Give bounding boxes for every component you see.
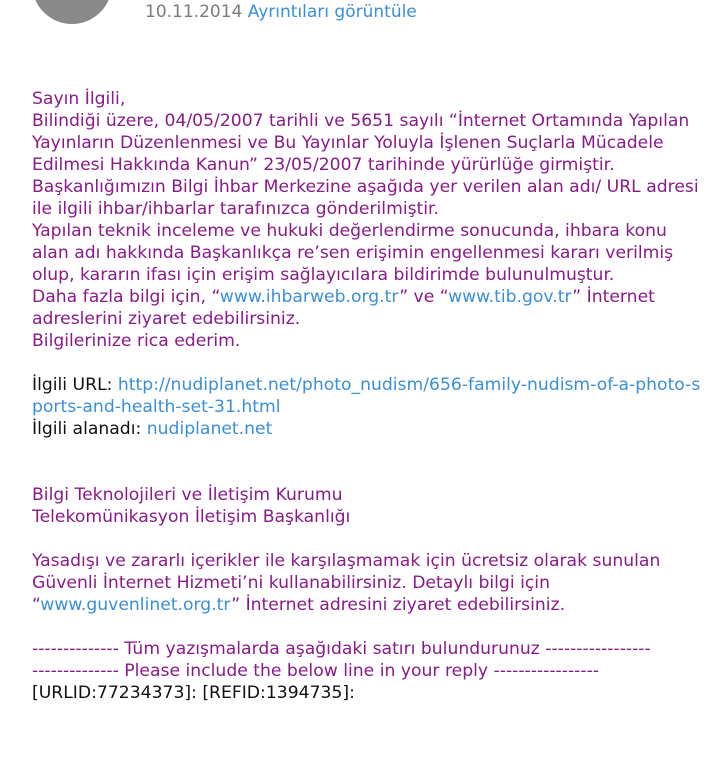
related-url-line [32, 374, 702, 418]
paragraph-safe-internet [32, 550, 702, 616]
message-meta [145, 1, 417, 23]
paragraph-more-info [32, 286, 702, 330]
view-details-link[interactable]: Ayrıntıları görüntüle [247, 2, 417, 22]
more-info-suffix: ” İnternet adreslerini ziyaret edebilirsiniz. [32, 287, 655, 329]
reference-ids: [URLID:77234373]: [REFID:1394735]: [32, 683, 355, 703]
org-name: Bilgi Teknolojileri ve İletişim Kurumu [32, 485, 343, 505]
paragraph-report: Başkanlığımızın Bilgi İhbar Merkezine aşağıda yer verilen alan adı/ URL adresi ile ilgili ihbar/ihbarlar tarafınızca gönderilmiştir. [32, 177, 699, 219]
safe-internet-suffix: ” İnternet adresini ziyaret edebilirsiniz. [231, 595, 566, 615]
related-url-label: İlgili URL: [32, 375, 118, 395]
related-domain-line [32, 418, 702, 440]
spacer [32, 616, 702, 638]
spacer [32, 440, 702, 484]
related-domain-label: İlgili alanadı: [32, 419, 147, 439]
spacer [32, 352, 702, 374]
sender-avatar[interactable] [32, 0, 112, 24]
message-header [0, 0, 720, 40]
reply-instruction-tr: -------------- Tüm yazışmalarda aşağıdaki satırı bulundurunuz ----------------- [32, 639, 651, 659]
closing-line: Bilgilerinize rica ederim. [32, 331, 241, 351]
paragraph-law: Bilindiği üzere, 04/05/2007 tarihli ve 5651 sayılı “İnternet Ortamında Yapılan Yayınların Düzenlenmesi ve Bu Yayınlar Yoluyla İşlenen Suçlarla Mücadele Edilmesi Hakkında Kanun” 23/05/2007 tarihinde yürürlüğe girmiştir. [32, 111, 690, 175]
tib-link[interactable]: www.tib.gov.tr [448, 287, 573, 307]
more-info-and: ” ve “ [399, 287, 449, 307]
org-department: Telekomünikasyon İletişim Başkanlığı [32, 507, 351, 527]
reply-instruction-en: -------------- Please include the below line in your reply ----------------- [32, 661, 599, 681]
ihbarweb-link[interactable]: www.ihbarweb.org.tr [219, 287, 400, 307]
paragraph-decision: Yapılan teknik inceleme ve hukuki değerlendirme sonucunda, ihbara konu alan adı hakkında Başkanlıkça re’sen erişimin engellenmesi kararı verilmiş olup, kararın ifası için erişim sağlayıcılara bildirimde bulunulmuştur. [32, 221, 674, 285]
spacer [32, 528, 702, 550]
related-domain-link[interactable]: nudiplanet.net [146, 419, 273, 439]
guvenlinet-link[interactable]: www.guvenlinet.org.tr [40, 595, 232, 615]
related-url-link[interactable]: http://nudiplanet.net/photo_nudism/656-family-nudism-of-a-photo-sports-and-health-set-31.html [32, 375, 701, 417]
safe-internet-text: Yasadışı ve zararlı içerikler ile karşılaşmamak için ücretsiz olarak sunulan Güvenli İnternet Hizmeti’ni kullanabilirsiniz. Detaylı bilgi için “ [32, 551, 661, 615]
greeting: Sayın İlgili, [32, 89, 126, 109]
message-date: 10.11.2014 [145, 2, 243, 22]
more-info-text: Daha fazla bilgi için, “ [32, 287, 220, 307]
message-body [32, 88, 702, 704]
